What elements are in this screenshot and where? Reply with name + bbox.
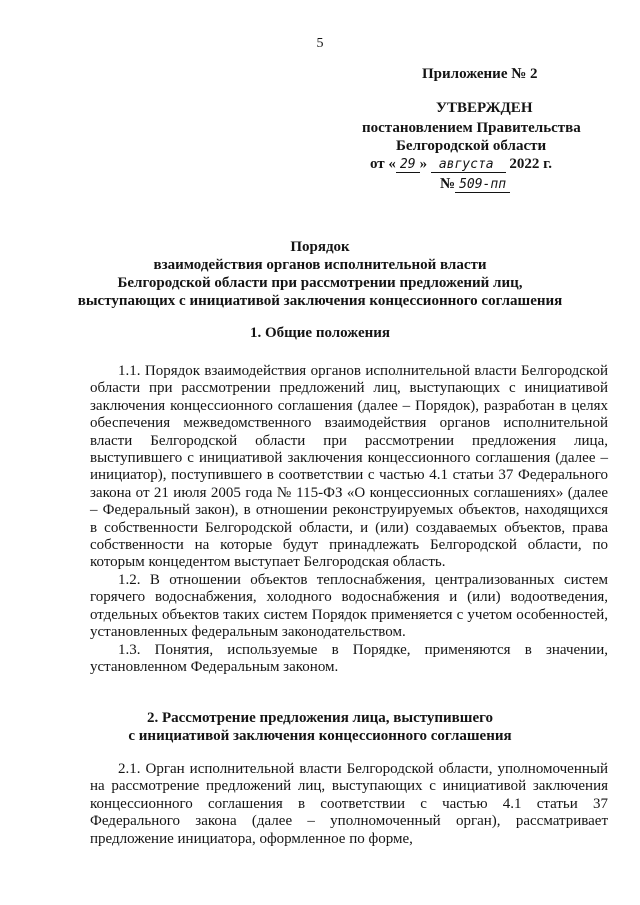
section-1-heading xyxy=(0,324,640,342)
document-title xyxy=(0,238,640,310)
page-number: 5 xyxy=(316,36,324,51)
title-line-3: Белгородской области при рассмотрении предложений лиц, xyxy=(117,275,523,291)
section-2-body xyxy=(90,761,608,848)
approval-number xyxy=(440,176,510,193)
date-month: августа xyxy=(431,157,506,173)
approval-line-1: постановлением Правительства xyxy=(362,120,581,136)
approval-heading: УТВЕРЖДЕН xyxy=(436,100,533,116)
section-2-heading-line-2: с инициативой заключения концессионного соглашения xyxy=(128,728,512,744)
paragraph-1-1: 1.1. Порядок взаимодействия органов исполнительной власти Белгородской области при рассмотрении предложений лиц, выступающих с инициативой заключения концессионного соглашения (далее – Порядок), разработан в целях обеспечения межведомственного взаимодействия органов исполнительной власти Белгородской области при рассмотрении предложения лица, выступившего с инициативой заключения концессионного соглашения (далее – инициатор), поступившего в соответствии с частью 4.1 статьи 37 Федерального закона от 21 июля 2005 года № 115-ФЗ «О концессионных соглашениях» (далее – Федеральный закон), в отношении реконструируемых объектов, находящихся в собственности Белгородской области, и (или) создаваемых объектов, права собственности на которые будут принадлежать Белгородской области, по которым концедентом выступает Белгородская область. xyxy=(90,363,608,571)
paragraph-2-1: 2.1. Орган исполнительной власти Белгородской области, уполномоченный на рассмотрение предложений лиц, выступающих с инициативой заключения концессионного соглашения в соответствии с частью 4.1 статьи 37 Федерального закона (далее – уполномоченный орган), рассматривает предложение инициатора, оформленное по форме, xyxy=(90,761,608,847)
section-2-heading-line-1: 2. Рассмотрение предложения лица, выступившего xyxy=(146,710,494,726)
number-value: 509-пп xyxy=(455,177,510,193)
section-2-heading xyxy=(0,709,640,745)
number-prefix: № xyxy=(440,176,456,192)
title-line-2: взаимодействия органов исполнительной власти xyxy=(153,257,487,273)
title-line-1: Порядок xyxy=(290,239,350,255)
section-1-body xyxy=(90,363,608,676)
date-day: 29 xyxy=(396,157,420,173)
date-year: 2022 г. xyxy=(509,156,552,172)
approval-date xyxy=(370,156,552,173)
paragraph-1-3: 1.3. Понятия, используемые в Порядке, применяются в значении, установленном Федеральным законом. xyxy=(90,641,608,675)
approval-line-2: Белгородской области xyxy=(396,138,547,154)
paragraph-1-2: 1.2. В отношении объектов теплоснабжения, централизованных систем горячего водоснабжения, холодного водоснабжения и (или) водоотведения, отдельных объектов таких систем Порядок применяется с учетом особенностей, установленных федеральным законодательством. xyxy=(90,571,608,641)
title-line-4: выступающих с инициативой заключения концессионного соглашения xyxy=(77,293,563,309)
date-prefix: от « xyxy=(370,156,396,172)
date-mid: » xyxy=(419,156,428,172)
section-1-heading-text: 1. Общие положения xyxy=(249,325,391,341)
appendix-label: Приложение № 2 xyxy=(422,66,538,82)
